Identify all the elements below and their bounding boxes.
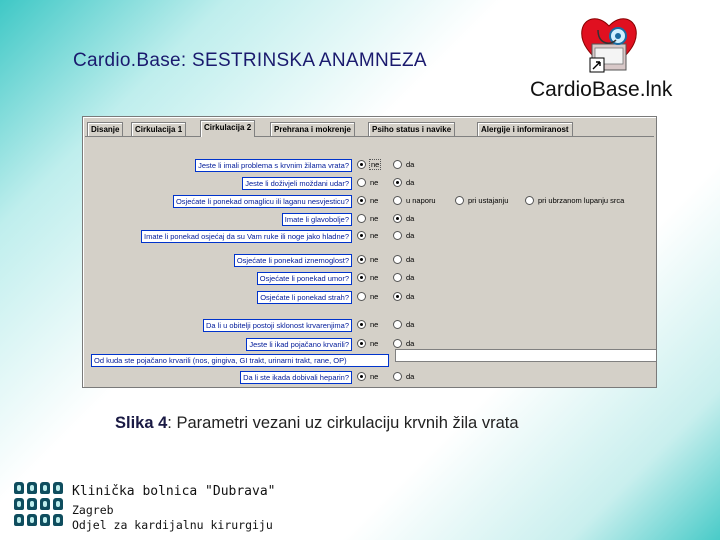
radio-option[interactable] [393, 159, 414, 170]
radio-option-label: pri ustajanju [468, 196, 509, 205]
hospital-logo [14, 482, 68, 530]
radio-button[interactable] [393, 231, 402, 240]
radio-option-label: u naporu [406, 196, 436, 205]
radio-option[interactable] [393, 338, 414, 349]
cardiobase-shortcut-icon[interactable] [578, 10, 640, 76]
radio-button[interactable] [357, 372, 366, 381]
caption-text: : Parametri vezani uz cirkulaciju krvnih žila vrata [167, 414, 519, 432]
radio-option-label: ne [370, 231, 379, 240]
radio-option-label: ne [371, 160, 380, 169]
radio-button[interactable] [393, 178, 402, 187]
radio-option-label: ne [370, 255, 379, 264]
logo-block [40, 514, 50, 526]
radio-option[interactable] [357, 177, 378, 188]
question-label: Osjećate li ponekad strah? [257, 291, 352, 304]
tab-3[interactable]: Prehrana i mokrenje [270, 122, 355, 136]
radio-button[interactable] [393, 255, 402, 264]
radio-option[interactable] [357, 371, 378, 382]
radio-option-label: da [406, 160, 415, 169]
logo-block [40, 482, 50, 494]
radio-option[interactable] [525, 195, 624, 206]
radio-option-label: da [406, 231, 415, 240]
radio-button[interactable] [393, 372, 402, 381]
question-label: Osjećate li ponekad omaglicu ili laganu nesvjesticu? [173, 195, 352, 208]
radio-button[interactable] [357, 196, 366, 205]
tab-strip [85, 120, 654, 137]
tab-5[interactable]: Alergije i informiranost [477, 122, 573, 136]
radio-button[interactable] [393, 160, 402, 169]
radio-option[interactable] [357, 159, 380, 170]
radio-option[interactable] [393, 177, 414, 188]
logo-block [27, 482, 37, 494]
question-label: Imate li ponekad osjećaj da su Vam ruke ili noge jako hladne? [141, 230, 352, 243]
radio-option[interactable] [357, 230, 378, 241]
radio-option[interactable] [393, 213, 414, 224]
radio-button[interactable] [357, 273, 366, 282]
slide-title: Cardio.Base: SESTRINSKA ANAMNEZA [73, 50, 427, 71]
figure-caption [115, 414, 519, 433]
radio-button[interactable] [525, 196, 534, 205]
radio-button[interactable] [357, 292, 366, 301]
question-label: Od kuda ste pojačano krvarili (nos, gingiva, GI trakt, urinarni trakt, rane, OP) [91, 354, 389, 367]
question-label: Jeste li imali problema s krvnim žilama vrata? [195, 159, 352, 172]
radio-option-label: ne [370, 320, 379, 329]
tab-2[interactable]: Cirkulacija 2 [200, 120, 255, 137]
radio-button[interactable] [455, 196, 464, 205]
tab-4[interactable]: Psiho status i navike [368, 122, 455, 136]
question-label: Osjećate li ponekad umor? [257, 272, 352, 285]
radio-option-label: ne [370, 178, 379, 187]
radio-option-label: da [406, 273, 415, 282]
radio-option-label: ne [370, 273, 379, 282]
logo-block [53, 498, 63, 510]
caption-prefix: Slika 4 [115, 414, 168, 432]
radio-option-label: ne [370, 292, 379, 301]
logo-block [53, 482, 63, 494]
radio-option-label: ne [370, 214, 379, 223]
radio-option[interactable] [357, 291, 378, 302]
radio-option[interactable] [357, 195, 378, 206]
radio-button[interactable] [357, 160, 366, 169]
radio-option[interactable] [455, 195, 508, 206]
radio-option-label: da [406, 292, 415, 301]
anamnesis-form-window [82, 116, 657, 388]
question-label: Imate li glavobolje? [282, 213, 352, 226]
radio-option[interactable] [393, 195, 436, 206]
question-label: Da li ste ikada dobivali heparin? [240, 371, 352, 384]
radio-button[interactable] [357, 339, 366, 348]
radio-button[interactable] [393, 339, 402, 348]
radio-button[interactable] [357, 178, 366, 187]
radio-option[interactable] [393, 371, 414, 382]
radio-button[interactable] [393, 292, 402, 301]
radio-option-label: pri ubrzanom lupanju srca [538, 196, 625, 205]
question-label: Jeste li doživjeli moždani udar? [242, 177, 352, 190]
heart-stethoscope-icon [578, 10, 640, 76]
bleeding-location-input[interactable] [395, 349, 657, 362]
logo-block [27, 514, 37, 526]
logo-block [40, 498, 50, 510]
question-label: Osjećate li ponekad iznemoglost? [234, 254, 352, 267]
hospital-city: Zagreb [72, 503, 114, 517]
radio-option-label: ne [370, 372, 379, 381]
radio-option-label: da [406, 372, 415, 381]
radio-option-label: da [406, 214, 415, 223]
radio-option-label: da [406, 178, 415, 187]
radio-option[interactable] [393, 230, 414, 241]
radio-option[interactable] [393, 272, 414, 283]
logo-block [53, 514, 63, 526]
radio-option-label: ne [370, 339, 379, 348]
radio-button[interactable] [357, 214, 366, 223]
radio-option-label: da [406, 255, 415, 264]
radio-option[interactable] [357, 213, 378, 224]
tab-0[interactable]: Disanje [87, 122, 123, 136]
question-label: Da li u obitelji postoji sklonost krvarenjima? [203, 319, 352, 332]
radio-option[interactable] [393, 254, 414, 265]
radio-option[interactable] [393, 291, 414, 302]
hospital-name: Klinička bolnica "Dubrava" [72, 484, 276, 499]
radio-option-label: da [406, 320, 415, 329]
question-label: Jeste li ikad pojačano krvarili? [246, 338, 352, 351]
radio-option[interactable] [357, 319, 378, 330]
logo-block [14, 498, 24, 510]
tab-1[interactable]: Cirkulacija 1 [131, 122, 186, 136]
logo-block [14, 482, 24, 494]
radio-option[interactable] [357, 338, 378, 349]
radio-button[interactable] [393, 320, 402, 329]
radio-button[interactable] [357, 255, 366, 264]
logo-block [27, 498, 37, 510]
radio-option-label: da [406, 339, 415, 348]
logo-block [14, 514, 24, 526]
radio-option[interactable] [357, 272, 378, 283]
shortcut-caption[interactable]: CardioBase.lnk [530, 78, 673, 101]
radio-button[interactable] [393, 273, 402, 282]
radio-button[interactable] [393, 196, 402, 205]
radio-button[interactable] [357, 231, 366, 240]
hospital-department: Odjel za kardijalnu kirurgiju [72, 518, 273, 532]
radio-option-label: ne [370, 196, 379, 205]
radio-button[interactable] [393, 214, 402, 223]
radio-option[interactable] [393, 319, 414, 330]
radio-option[interactable] [357, 254, 378, 265]
radio-button[interactable] [357, 320, 366, 329]
